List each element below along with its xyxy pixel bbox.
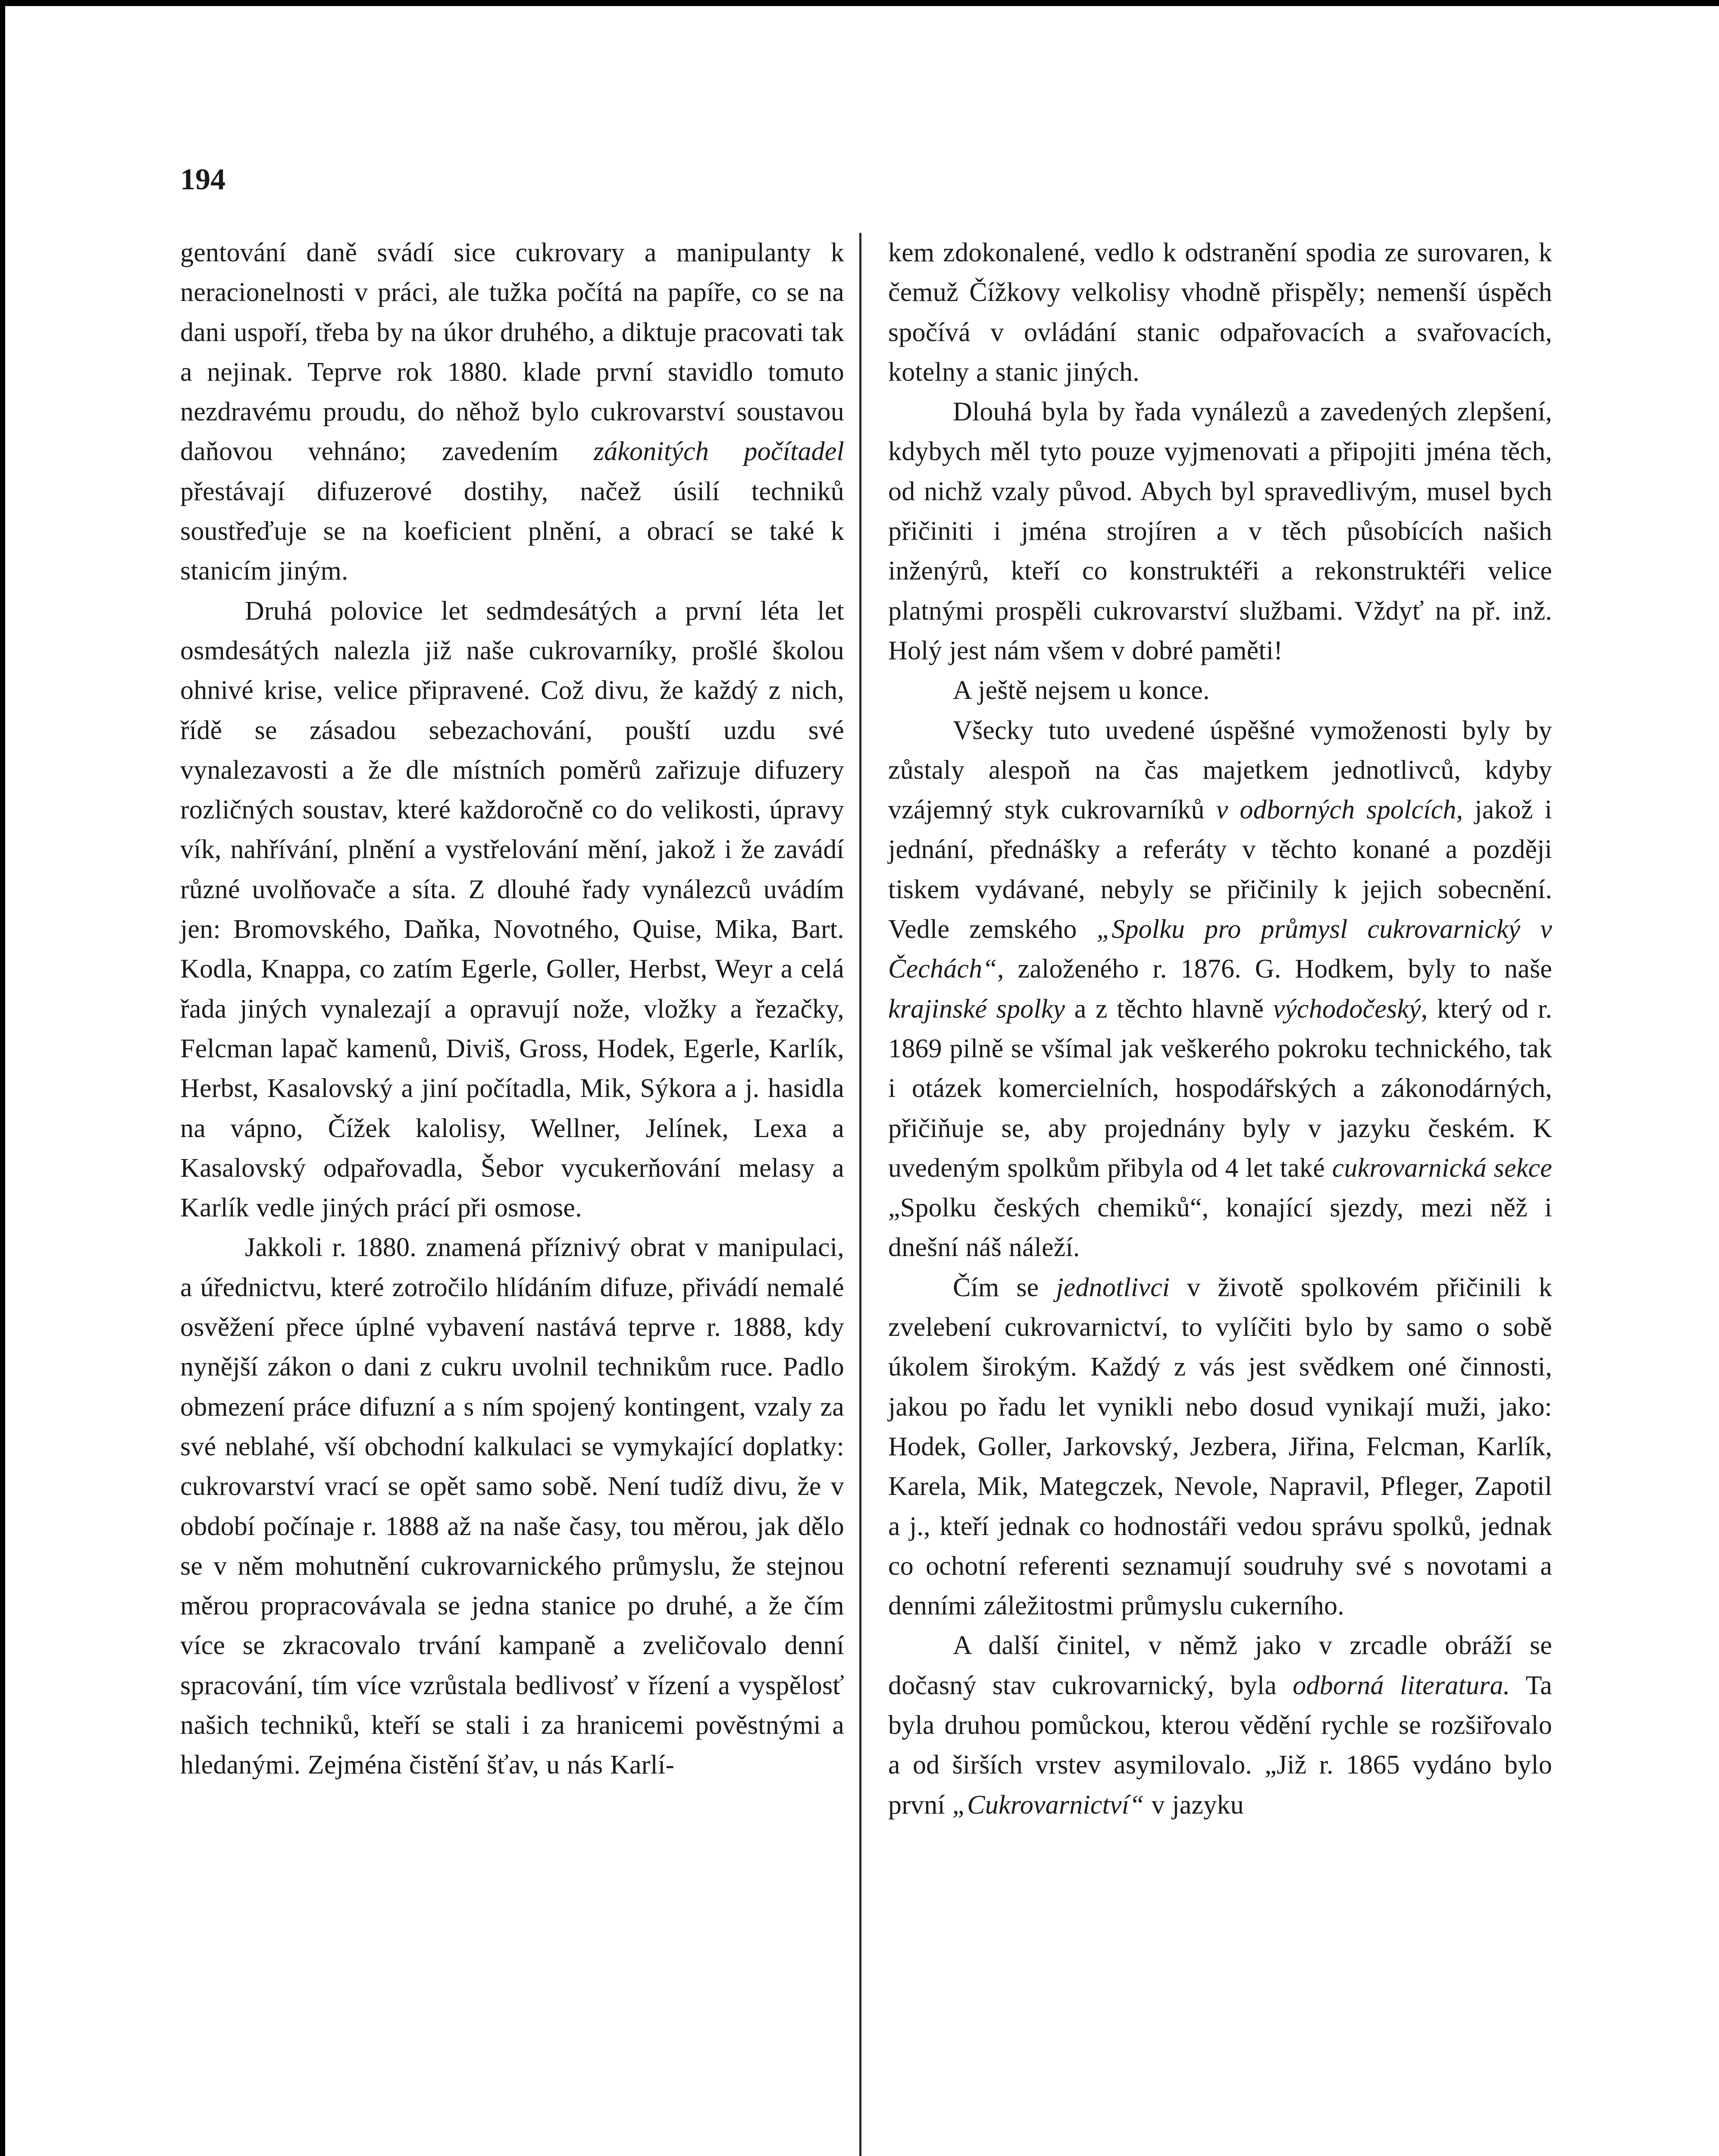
right-column: [888, 233, 1552, 1825]
text-run: v životě spolkovém přičinili k zvelebení cukrovarnictví, to vylíčiti bylo by samo o sobě úkolem širokým. Každý z vás jest svědkem oné činnosti, jakou po řadu let vynikli nebo dosud vynikají muži, jako: Hodek, Goller, Jarkovský, Jezbera, Jiřina, Felcman, Karlík, Karela, Mik, Mategczek, Nevole, Napravil, Pfleger, Zapotil a j., kteří jednak co hodnostáři vedou správu spolků, jednak co ochotní referenti seznamují soudruhy své s novotami a denními záležitostmi průmyslu cukerního.: [888, 1272, 1552, 1621]
right-paragraph-4: [888, 711, 1552, 1268]
text-run: Ta byla druhou pomůckou, kterou vědění rychle se rozšiřovalo a od širších vrstev asymilovalo. „Již r. 1865 vydáno bylo první: [888, 1670, 1552, 1820]
right-paragraph-5: [888, 1268, 1552, 1626]
left-paragraph-1: [180, 233, 844, 591]
text-run: v jazyku: [1144, 1790, 1244, 1820]
page-number: 194: [180, 163, 225, 196]
right-paragraph-2: Dlouhá byla by řada vynálezů a zavedených zlepšení, kdybych měl tyto pouze vyjmenovati a připojiti jména těch, od nichž vzaly původ. Abych byl spravedlivým, musel bych přičiniti i jména strojíren a v těch působících našich inženýrů, kteří co konstruktéři a rekonstruktéři velice platnými prospěli cukrovarství službami. Vždyť na př. inž. Holý jest nám všem v dobré paměti!: [888, 397, 1552, 665]
emphasis-vychodocesky: východočeský: [1273, 994, 1421, 1024]
left-paragraph-2: Druhá polovice let sedmdesátých a první léta let osmdesátých nalezla již naše cukrovarníky, prošlé školou ohnivé krise, velice připravené. Což divu, že každý z nich, řídě se zásadou sebezachování, pouští uzdu své vynalezavosti a že dle místních poměrů zařizuje difuzery rozličných soustav, které každoročně co do velikosti, úpravy vík, nahřívání, plnění a vystřelování mění, jakož i že zavádí různé uvolňovače a síta. Z dlouhé řady vynálezců uvádím jen: Bromovského, Daňka, Novotného, Quise, Mika, Bart. Kodla, Knappa, co zatím Egerle, Goller, Herbst, Weyr a celá řada jiných vynalezají a opravují nože, vložky a řezačky, Felcman lapač kamenů, Diviš, Gross, Hodek, Egerle, Karlík, Herbst, Kasalovský a jiní počítadla, Mik, Sýkora a j. hasidla na vápno, Čížek kalolisy, Wellner, Jelínek, Lexa a Kasalovský odpařovadla, Šebor vycukerňování melasy a Karlík vedle jiných prácí při osmose.: [180, 596, 844, 1223]
right-paragraph-6: [888, 1626, 1552, 1824]
text-run: Čím se: [953, 1272, 1056, 1302]
emphasis-zakonite-pocitadla: zákonitých počítadel: [593, 437, 844, 467]
text-run: „Spolku českých chemiků“, konající sjezdy, mezi něž i dnešní náš náleží.: [888, 1193, 1552, 1263]
text-run: Všecky tuto uvedené úspěšné vymoženosti byly by zůstaly alespoň na čas majetkem jednotlivců, kdyby vzájemný styk cukrovarníků: [888, 715, 1552, 825]
emphasis-odborna-literatura: odborná literatura.: [1293, 1670, 1510, 1700]
emphasis-jednotlivci: jednotlivci: [1056, 1272, 1170, 1302]
text-run: , založeného r. 1876. G. Hodkem, byly to naše: [997, 954, 1552, 984]
scan-border-top: [0, 0, 1719, 6]
text-run: přestávají difuzerové dostihy, načež úsilí techniků soustřeďuje se na koeficient plnění, a obrací se také k stanicím jiným.: [180, 476, 844, 586]
text-run: jakož i jednání, přednášky a referáty v těchto konané a později tiskem vydávané, nebyly se přičinily k jejich sobecnění. Vedle zemského: [888, 795, 1552, 944]
scan-border-left: [0, 0, 5, 2156]
column-divider: [859, 233, 861, 2156]
left-paragraph-3: Jakkoli r. 1880. znamená příznivý obrat v manipulaci, a úřednictvu, které zotročilo hlídáním difuze, přivádí nemalé osvěžení přece úplné vybavení nastává teprve r. 1888, kdy nynější zákon o dani z cukru uvolnil technikům ruce. Padlo obmezení práce difuzní a s ním spojený kontingent, vzaly za své neblahé, vší obchodní kalkulaci se vymykající doplatky: cukrovarství vrací se opět samo sobě. Není tudíž divu, že v období počínaje r. 1888 až na naše časy, tou měrou, jak dělo se v něm mohutnění cukrovarnického průmyslu, že stejnou měrou propracovávala se jedna stanice po druhé, a že čím více se zkracovalo trvání kampaně a zveličovalo denní spracování, tím více vzrůstala bedlivosť v řízení a vyspělosť našich techniků, kteří se stali i za hranicemi pověstnými a hledanými. Zejména čistění šťav, u nás Karlí-: [180, 1233, 844, 1780]
left-column: [180, 233, 844, 1785]
emphasis-odborne-spolky: v odborných spolcích,: [1216, 795, 1463, 825]
text-run: gentování daně svádí sice cukrovary a manipulanty k neracionelnosti v práci, ale tužka počítá na papíře, co se na dani uspoří, třeba by na úkor druhého, a diktuje pracovati tak a nejinak. Teprve rok 1880. klade první stavidlo tomuto nezdravému proudu, do něhož bylo cukrovarství soustavou daňovou vehnáno; zavedením: [180, 238, 844, 467]
right-paragraph-1: kem zdokonalené, vedlo k odstranění spodia ze surovaren, k čemuž Čížkovy velkolisy vhodně přispěly; nemenší úspěch spočívá v ovládání stanic odpařovacích a svařovacích, kotelny a stanic jiných.: [888, 238, 1552, 387]
emphasis-cukrovarnictvi-title: „Cukrovarnictví“: [952, 1790, 1144, 1820]
text-run: , který od r. 1869 pilně se všímal jak veškerého pokroku technického, tak i otázek komercielních, hospodářských a zákonodárných, přičiňuje se, aby projednány byly v jazyku českém. K uvedeným spolkům přibyla od 4 let také: [888, 994, 1553, 1183]
right-paragraph-3: A ještě nejsem u konce.: [953, 676, 1210, 705]
text-run: a z těchto hlavně: [1065, 994, 1273, 1024]
text-run: A další činitel, v němž jako v zrcadle obráží se dočasný stav cukrovarnický, byla: [888, 1631, 1552, 1700]
emphasis-cukrovarnicka-sekce: cukrovarnická sekce: [1332, 1153, 1552, 1183]
emphasis-spolek-name: „Spolku pro průmysl cukrovarnický v Čechách“: [888, 915, 1553, 984]
emphasis-krajinske-spolky: krajinské spolky: [888, 994, 1065, 1024]
